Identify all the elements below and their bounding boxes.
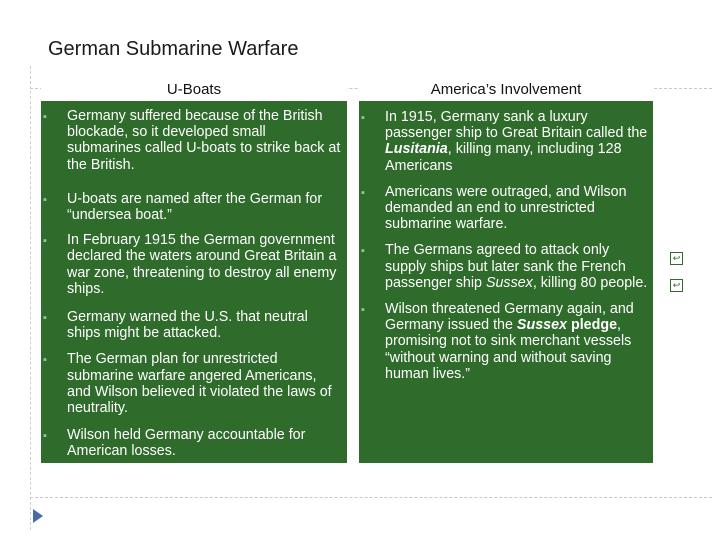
list-item: ▪ In February 1915 the German government declared the waters around Great Britain a war zone, threatening to destroy all enemy ships. (43, 232, 337, 297)
square-bullet-icon: ▪ (43, 312, 47, 325)
next-slide-arrow-icon[interactable] (33, 509, 43, 523)
left-bullet-list (43, 108, 343, 460)
list-item: ▪ In 1915, Germany sank a luxury passenger ship to Great Britain called the Lusitania, killing many, including 128 Americans (361, 109, 648, 174)
list-item: ▪ Germany suffered because of the British blockade, so it developed small submarines called U-boats to strike back at the British. (43, 108, 341, 173)
square-bullet-icon: ▪ (361, 112, 365, 124)
return-arrow-icon[interactable]: ↩ (670, 279, 683, 292)
right-panel-heading: America’s Involvement (359, 79, 653, 101)
square-bullet-icon: ▪ (361, 304, 365, 317)
list-item: ▪ Wilson held Germany accountable for American losses. (43, 427, 306, 460)
square-bullet-icon: ▪ (43, 235, 47, 248)
right-bullet-list (361, 109, 649, 382)
return-arrow-icon[interactable]: ↩ (670, 252, 683, 265)
square-bullet-icon: ▪ (361, 186, 365, 199)
list-item: ▪ Americans were outraged, and Wilson demanded an end to unrestricted submarine warfare. (361, 183, 627, 233)
square-bullet-icon: ▪ (43, 430, 47, 443)
square-bullet-icon: ▪ (361, 245, 365, 258)
square-bullet-icon: ▪ (43, 111, 47, 123)
list-item: ▪ Wilson threatened Germany again, and Germany issued the Sussex pledge, promising not to sink merchant vessels “without warning and without saving human lives.” (361, 301, 634, 382)
list-item: ▪ Germany warned the U.S. that neutral ships might be attacked. (43, 309, 308, 342)
list-item: ▪ U-boats are named after the German for “undersea boat.” (43, 190, 323, 224)
left-margin-line (30, 66, 31, 530)
list-item: ▪ The German plan for unrestricted submarine warfare angered Americans, and Wilson believed it violated the laws of neutrality. (43, 351, 332, 417)
square-bullet-icon: ▪ (43, 193, 47, 206)
bottom-divider (30, 497, 712, 498)
slide-title: German Submarine Warfare (48, 38, 299, 60)
list-item: ▪ The Germans agreed to attack only supply ships but later sank the French passenger ship Sussex, killing 80 people. (361, 242, 648, 291)
left-panel-heading: U-Boats (41, 79, 347, 101)
square-bullet-icon: ▪ (43, 354, 47, 367)
